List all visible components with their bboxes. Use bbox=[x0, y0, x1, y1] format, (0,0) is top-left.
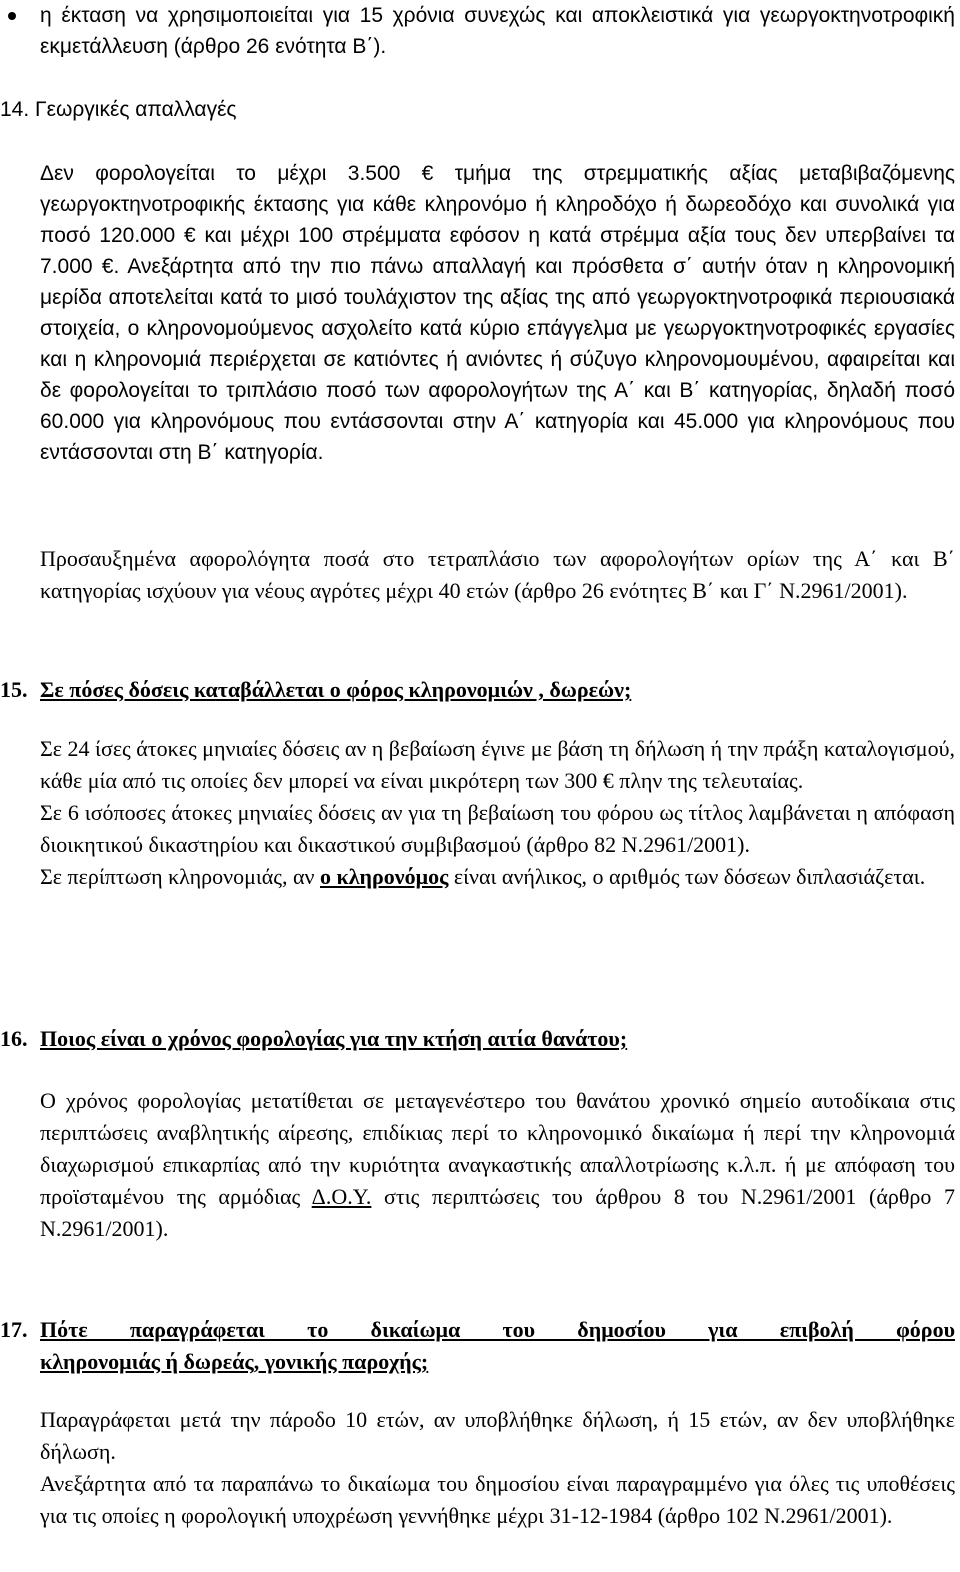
section-15-paragraph-2: Σε 6 ισόποσες άτοκες μηνιαίες δόσεις αν για τη βεβαίωση του φόρου ως τίτλος λαμβάνεται η απόφαση διοικητικού δικαστηρίου και δικαστικού συμβιβασμού (άρθρο 82 Ν.2961/2001). bbox=[40, 800, 955, 857]
bullet-item bbox=[40, 0, 955, 62]
heir-emphasis: ο κληρονόμος bbox=[320, 864, 449, 889]
section-16-paragraph-1-end: στις περιπτώσεις του άρθρου 8 του Ν.2961/2001 (άρθρο 7 Ν.2961/2001). bbox=[40, 1184, 955, 1241]
section-15-title: Σε πόσες δόσεις καταβάλλεται ο φόρος κληρονομιών , δωρεών; bbox=[40, 677, 632, 702]
section-15-paragraph-1: Σε 24 ίσες άτοκες μηνιαίες δόσεις αν η βεβαίωση έγινε με βάση τη δήλωση ή την πράξη καταλογισμού, κάθε μία από τις οποίες δεν μπορεί να είναι μικρότερη των 300 € πλην της τελευταίας. bbox=[40, 736, 955, 793]
section-15-heading bbox=[0, 674, 960, 706]
section-17-heading bbox=[0, 1314, 960, 1378]
section-17-paragraph-1: Παραγράφεται μετά την πάροδο 10 ετών, αν υποβλήθηκε δήλωση, ή 15 ετών, αν δεν υποβλήθηκε δήλωση. bbox=[40, 1407, 955, 1464]
section-15-paragraph-3-start: Σε περίπτωση κληρονομιάς, αν bbox=[40, 864, 320, 889]
section-16-number: 16. bbox=[0, 1026, 28, 1051]
section-14-paragraph-2: Προσαυξημένα αφορολόγητα ποσά στο τετραπλάσιο των αφορολογήτων ορίων της Α΄ και Β΄ κατηγορίας ισχύουν για νέους αγρότες μέχρι 40 ετών (άρθρο 26 ενότητες Β΄ και Γ΄ Ν.2961/2001). bbox=[40, 546, 955, 603]
section-16-title: Ποιος είναι ο χρόνος φορολογίας για την κτήση αιτία θανάτου; bbox=[40, 1026, 628, 1051]
section-17-number: 17. bbox=[0, 1317, 28, 1342]
section-17-title-line-1: Πότε παραγράφεται το δικαίωμα του δημοσίου για επιβολή φόρου bbox=[40, 1317, 955, 1342]
section-17-body bbox=[40, 1404, 955, 1532]
section-15-paragraph-3-end: είναι ανήλικος, ο αριθμός των δόσεων διπλασιάζεται. bbox=[448, 864, 926, 889]
section-16-heading bbox=[0, 1023, 960, 1055]
section-14-body bbox=[40, 158, 955, 468]
section-14-paragraph-1: Δεν φορολογείται το μέχρι 3.500 € τμήμα της στρεμματικής αξίας μεταβιβαζόμενης γεωργοκτηνοτροφικής έκτασης για κάθε κληρονόμο ή κληροδόχο ή δωρεοδόχο και συνολικά για ποσό 120.000 € και μέχρι 100 στρέμματα εφόσον η κατά στρέμμα αξία τους δεν υπερβαίνει τα 7.000 €. Ανεξάρτητα από την πιο πάνω απαλλαγή και πρόσθετα σ΄ αυτήν όταν η κληρονομική μερίδα αποτελείται κατά το μισό τουλάχιστον της αξίας της από γεωργοκτηνοτροφικά περιουσιακά στοιχεία, ο κληρονομούμενος ασχολείτο κατά κύριο επάγγελμα με γεωργοκτηνοτροφικές εργασίες και η κληρονομιά περιέρχεται σε κατιόντες ή ανιόντες ή σύζυγο κληρονομουμένου, αφαιρείται και δε φορολογείται το τριπλάσιο ποσό των αφορολογήτων της Α΄ και Β΄ κατηγορίας, δηλαδή ποσό 60.000 για κληρονόμους που εντάσσονται στην Α΄ κατηγορία και 45.000 για κληρονόμους που εντάσσονται στη Β΄ κατηγορία. bbox=[40, 162, 955, 464]
section-15-number: 15. bbox=[0, 677, 28, 702]
section-17-title-line-2: κληρονομιάς ή δωρεάς, γονικής παροχής; bbox=[40, 1349, 429, 1374]
section-15-body bbox=[40, 733, 955, 893]
bullet-icon bbox=[8, 12, 16, 20]
section-16-body bbox=[40, 1085, 955, 1245]
tax-office-abbrev: Δ.Ο.Υ. bbox=[311, 1184, 372, 1209]
section-16-paragraph-1-start: Ο χρόνος φορολογίας μετατίθεται σε μεταγενέστερο του θανάτου χρονικό σημείο αυτοδίκαια στις περιπτώσεις αναβλητικής αίρεσης, επιδίκιας περί το κληρονομικό δικαίωμα ή περί την κληρονομιά διαχωρισμού επικαρπίας από την κυριότητα αναγκαστικής απαλλοτρίωσης κ.λ.π. ή με απόφαση του προϊσταμένου της αρμόδιας bbox=[40, 1088, 955, 1209]
section-17-paragraph-2: Ανεξάρτητα από τα παραπάνω το δικαίωμα του δημοσίου είναι παραγραμμένο για όλες τις υποθέσεις για τις οποίες η φορολογική υποχρέωση γεννήθηκε μέχρι 31-12-1984 (άρθρο 102 Ν.2961/2001). bbox=[40, 1471, 955, 1528]
section-15-paragraph-3 bbox=[40, 861, 955, 893]
bullet-text: η έκταση να χρησιμοποιείται για 15 χρόνια συνεχώς και αποκλειστικά για γεωργοκτηνοτροφική εκμετάλλευση (άρθρο 26 ενότητα Β΄). bbox=[40, 4, 955, 58]
section-14-heading: 14. Γεωργικές απαλλαγές bbox=[0, 98, 237, 121]
section-16-paragraph-1 bbox=[40, 1085, 955, 1245]
